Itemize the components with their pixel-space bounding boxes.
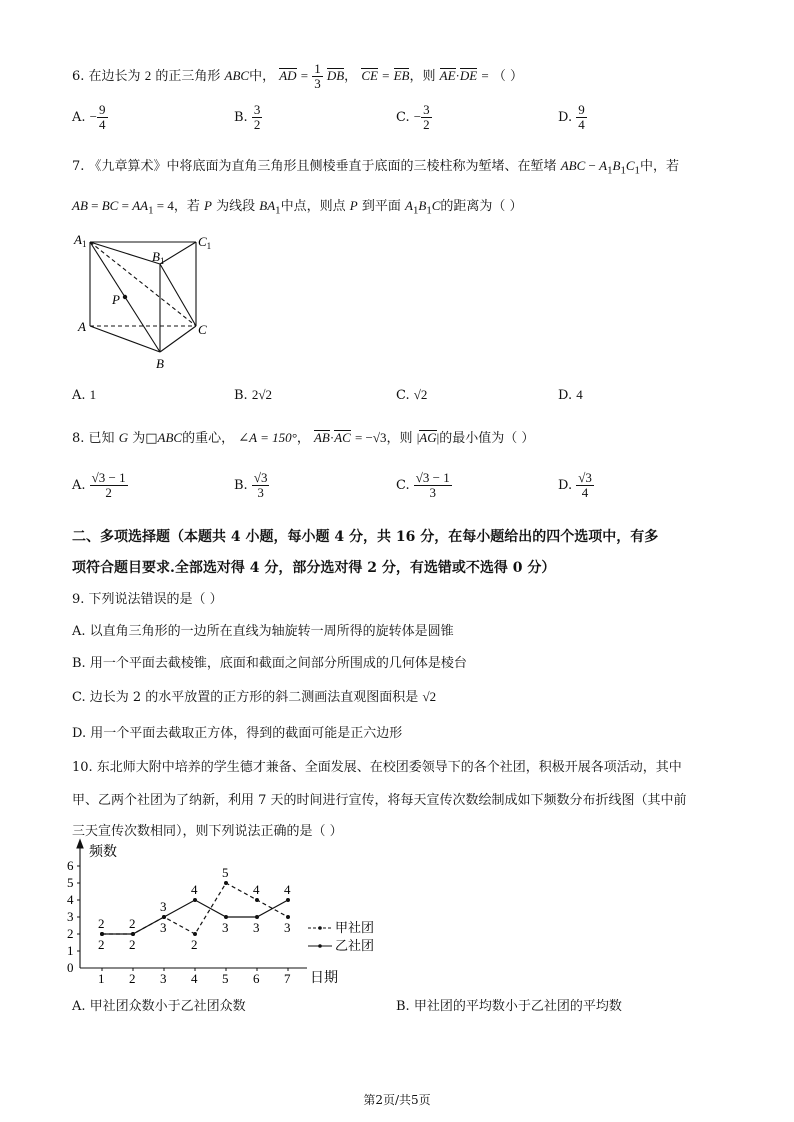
q9-option-c-value: √2 <box>422 689 437 704</box>
vec-AC: AC <box>334 430 351 445</box>
q8-number: 8. <box>72 431 85 446</box>
data-label-yi: 4 <box>191 882 198 897</box>
x-tick-label: 1 <box>98 971 105 986</box>
prism-figure <box>70 228 220 376</box>
q7-point-p: P <box>349 198 358 213</box>
q10-line1: 10. 东北师大附中培养的学生德才兼备、全面发展、在校团委领导下的各个社团，积极开展各项活动，其中 <box>72 760 682 775</box>
option-frac <box>576 471 594 500</box>
data-label-jia: 5 <box>222 865 229 880</box>
option-frac <box>97 103 108 132</box>
label-b1: $B_1$ <box>152 249 165 266</box>
q6-triangle: ABC <box>224 68 250 83</box>
q7-text: 《九章算术》中将底面为直角三角形且侧棱垂直于底面的三棱柱称为堑堵、在堑堵 <box>88 159 557 174</box>
q8-option-b[interactable] <box>234 471 269 500</box>
data-point-jia <box>224 881 228 885</box>
vec-AG: AG <box>419 430 437 445</box>
q7-text: 的距离为（ ） <box>440 199 523 214</box>
y-tick-label: 6 <box>67 858 74 873</box>
q7-line2: AB = BC = $AA_1 = 4$，若 P 为线段 $BA_1$中点，则点 P 到平面 $A_1B_1C$的距离为（ ） <box>72 198 523 217</box>
data-label-jia: 2 <box>98 916 105 931</box>
data-point-yi <box>255 915 259 919</box>
y-tick-label: 2 <box>67 926 74 941</box>
option-frac <box>252 471 270 500</box>
vec-AD: AD <box>279 68 297 83</box>
q7-number: 7. <box>72 159 85 174</box>
q6-bracket: （ ） <box>492 69 523 84</box>
q9-option-b[interactable]: B. 用一个平面去截棱锥，底面和截面之间部分所围成的几何体是棱台 <box>72 656 467 671</box>
frac-num: √3 − 1 <box>91 470 126 485</box>
q6-text: 中， <box>249 69 276 84</box>
frac-den: 3 <box>429 485 436 500</box>
q6-option-c[interactable] <box>396 103 432 132</box>
option-label: D. <box>558 388 573 403</box>
edge-bc <box>160 326 196 352</box>
option-label: C. <box>396 478 410 493</box>
data-label-jia: 2 <box>129 916 136 931</box>
q7-point-p: P <box>204 198 212 213</box>
vec-DB: DB <box>326 68 345 83</box>
data-point-yi <box>131 932 135 936</box>
q8-text: 为□ <box>132 431 158 446</box>
frac-num: √3 − 1 <box>415 470 450 485</box>
q10-option-a[interactable]: A. 甲社团众数小于乙社团众数 <box>72 999 246 1014</box>
q9-option-c[interactable] <box>72 686 436 705</box>
q6-number: 6. <box>72 69 85 84</box>
x-tick-label: 5 <box>222 971 229 986</box>
label-p: P <box>112 292 120 307</box>
q7-option-a[interactable] <box>72 387 96 403</box>
option-frac <box>414 471 452 500</box>
y-tick-label: 5 <box>67 875 74 890</box>
q7-option-b[interactable] <box>234 387 272 403</box>
option-label: D. <box>558 478 573 493</box>
data-point-jia <box>255 898 259 902</box>
data-point-yi <box>100 932 104 936</box>
data-point-yi <box>224 915 228 919</box>
data-label-yi: 2 <box>129 937 136 952</box>
q8-triangle: ABC <box>157 430 183 445</box>
q6-frac-den: 3 <box>314 76 321 91</box>
y-tick-label: 4 <box>67 892 74 907</box>
q8-option-d[interactable] <box>558 471 594 500</box>
data-label-jia: 2 <box>191 937 198 952</box>
legend-label-yi: 乙社团 <box>335 938 375 953</box>
frac-den: 4 <box>581 485 589 500</box>
vec-AB: AB <box>313 430 330 445</box>
option-value: √2 <box>413 387 428 402</box>
page-footer: 第2页/共5页 <box>363 1093 431 1107</box>
q8-centroid: G <box>118 430 129 445</box>
label-c: C <box>198 322 207 337</box>
q10-option-b[interactable]: B. 甲社团的平均数小于乙社团的平均数 <box>396 999 622 1014</box>
q8-text: 的最小值为（ ） <box>439 431 535 446</box>
option-frac <box>421 103 432 132</box>
q7-text: ，若 <box>173 199 200 214</box>
data-label-jia: 3 <box>160 899 167 914</box>
q6-stem: 6. 在边长为 2 的正三角形 ABC中， AD = $\frac{1}{3}$ DB， CE = EB，则 AE·DE = （ ） <box>72 61 523 91</box>
q6-text: 的正三角形 <box>155 69 221 84</box>
q8-dot-value: = −√3 <box>354 430 387 445</box>
x-tick-label: 2 <box>129 971 136 986</box>
q6-frac-num: 1 <box>314 61 321 76</box>
data-point-yi <box>286 898 290 902</box>
q8-text: ，则 <box>386 431 413 446</box>
data-label-yi: 3 <box>222 920 229 935</box>
q7-option-d[interactable] <box>558 387 583 403</box>
section2-line2: 项符合题目要求.全部选对得 4 分，部分选对得 2 分，有选错或不选得 0 分） <box>72 560 556 576</box>
edge-a1b1 <box>90 242 160 264</box>
q7-text: 中，若 <box>639 159 679 174</box>
frac-den: 2 <box>423 117 430 132</box>
legend-label-jia: 甲社团 <box>335 920 375 935</box>
vec-CE: CE <box>361 68 378 83</box>
q8-option-a[interactable] <box>72 471 128 500</box>
option-label: B. <box>234 478 248 493</box>
q6-side: 2 <box>144 68 152 83</box>
frac-num: 9 <box>578 102 585 117</box>
x-tick-label: 4 <box>191 971 198 986</box>
option-label: D. <box>558 110 573 125</box>
option-label: C. <box>396 110 410 125</box>
data-point-yi <box>193 898 197 902</box>
segment-a1c-hidden <box>90 242 196 326</box>
y-tick-label: 3 <box>67 909 74 924</box>
data-label-jia: 3 <box>284 920 291 935</box>
x-tick-label: 7 <box>284 971 291 986</box>
x-tick-label: 3 <box>160 971 167 986</box>
y-axis-arrow <box>77 840 83 848</box>
option-label: B. <box>234 110 248 125</box>
option-label: C. <box>396 388 410 403</box>
frequency-line-chart <box>62 838 402 988</box>
data-label-yi: 3 <box>253 920 260 935</box>
q7-text: 中点，则点 <box>280 199 346 214</box>
data-label-yi: 2 <box>98 937 105 952</box>
option-value: 4 <box>576 387 583 402</box>
frac-den: 4 <box>578 117 585 132</box>
edge-b1c1 <box>160 242 196 264</box>
option-label: A. <box>72 478 86 493</box>
q7-text: 为线段 <box>216 199 256 214</box>
frac-den: 2 <box>105 485 112 500</box>
vec-AE: AE <box>439 68 456 83</box>
option-frac <box>576 103 587 132</box>
data-point-jia <box>286 915 290 919</box>
q8-option-c[interactable] <box>396 471 452 500</box>
segment-b1c <box>160 264 196 326</box>
option-value: 1 <box>89 387 97 402</box>
q6-option-a[interactable] <box>72 103 108 132</box>
frac-num: 3 <box>253 102 261 117</box>
label-a: A <box>78 319 86 334</box>
point-p-dot <box>123 295 127 299</box>
y-axis-label: 频数 <box>89 845 117 860</box>
legend-dot-jia <box>318 926 322 930</box>
option-sign: − <box>413 109 422 124</box>
y-tick-label: 1 <box>67 943 74 958</box>
vec-DE: DE <box>459 68 478 83</box>
frac-den: 3 <box>257 485 264 500</box>
q10-line2: 甲、乙两个社团为了纳新，利用 7 天的时间进行宣传，将每天宣传次数绘制成如下频数分布折线图（其中前 <box>72 793 687 808</box>
option-value: 2√2 <box>251 387 272 402</box>
q7-text: 到平面 <box>361 199 401 214</box>
label-b: B <box>156 356 164 371</box>
section2-line1: 二、多项选择题（本题共 4 小题，每小题 4 分，共 16 分，在每小题给出的四个选项中，有多 <box>72 529 659 545</box>
frac-den: 4 <box>99 117 106 132</box>
legend <box>308 920 374 953</box>
frac-num: 3 <box>423 102 430 117</box>
vec-EB: EB <box>393 68 410 83</box>
y-tick-label: 0 <box>67 960 74 975</box>
data-label-yi: 3 <box>160 920 167 935</box>
frac-num: √3 <box>578 470 592 485</box>
option-label: B. <box>234 388 248 403</box>
option-frac <box>252 103 263 132</box>
edge-ab <box>90 326 160 352</box>
x-tick-label: 6 <box>253 971 260 986</box>
q9-option-a[interactable]: A. 以直角三角形的一边所在直线为轴旋转一周所得的旋转体是圆锥 <box>72 624 454 639</box>
q7-line1: 7. 《九章算术》中将底面为直角三角形且侧棱垂直于底面的三棱柱称为堑堵、在堑堵 ABC − $A_1B_1C_1$中，若 <box>72 158 679 177</box>
legend-dot-yi <box>318 944 322 948</box>
q8-angle: ∠A = 150° <box>238 430 297 445</box>
option-label: A. <box>72 110 86 125</box>
q10-line3: 三天宣传次数相同），则下列说法正确的是（ ） <box>72 824 343 839</box>
option-label: A. <box>72 388 86 403</box>
q6-text: 在边长为 <box>88 69 141 84</box>
x-axis-label: 日期 <box>310 971 338 986</box>
q6-frac <box>312 62 323 91</box>
q9-option-c-text: C. 边长为 2 的水平放置的正方形的斜二测画法直观图面积是 <box>72 690 419 705</box>
q6-option-b[interactable] <box>234 103 262 132</box>
q6-text: ，则 <box>409 69 436 84</box>
q9-option-d[interactable]: D. 用一个平面去截取正方体，得到的截面可能是正六边形 <box>72 726 403 741</box>
option-sign: − <box>89 109 98 124</box>
q7-option-c[interactable] <box>396 387 427 403</box>
data-label-yi: 4 <box>284 882 291 897</box>
option-frac <box>90 471 128 500</box>
data-point-jia <box>193 932 197 936</box>
data-label-jia: 4 <box>253 882 260 897</box>
label-a1: $A_1$ <box>74 232 87 249</box>
data-point-yi <box>162 915 166 919</box>
q8-stem: 8. 已知 G 为□ABC的重心， ∠A = 150°， AB·AC = −√3，则 |AG|的最小值为（ ） <box>72 430 535 446</box>
label-c1: $C_1$ <box>198 234 212 251</box>
q8-text: 已知 <box>88 431 115 446</box>
frac-den: 2 <box>253 117 261 132</box>
q9-stem: 9. 下列说法错误的是（ ） <box>72 592 223 607</box>
q8-text: 的重心， <box>182 431 235 446</box>
frac-num: 9 <box>99 102 106 117</box>
frac-num: √3 <box>253 470 268 485</box>
q6-option-d[interactable] <box>558 103 587 132</box>
